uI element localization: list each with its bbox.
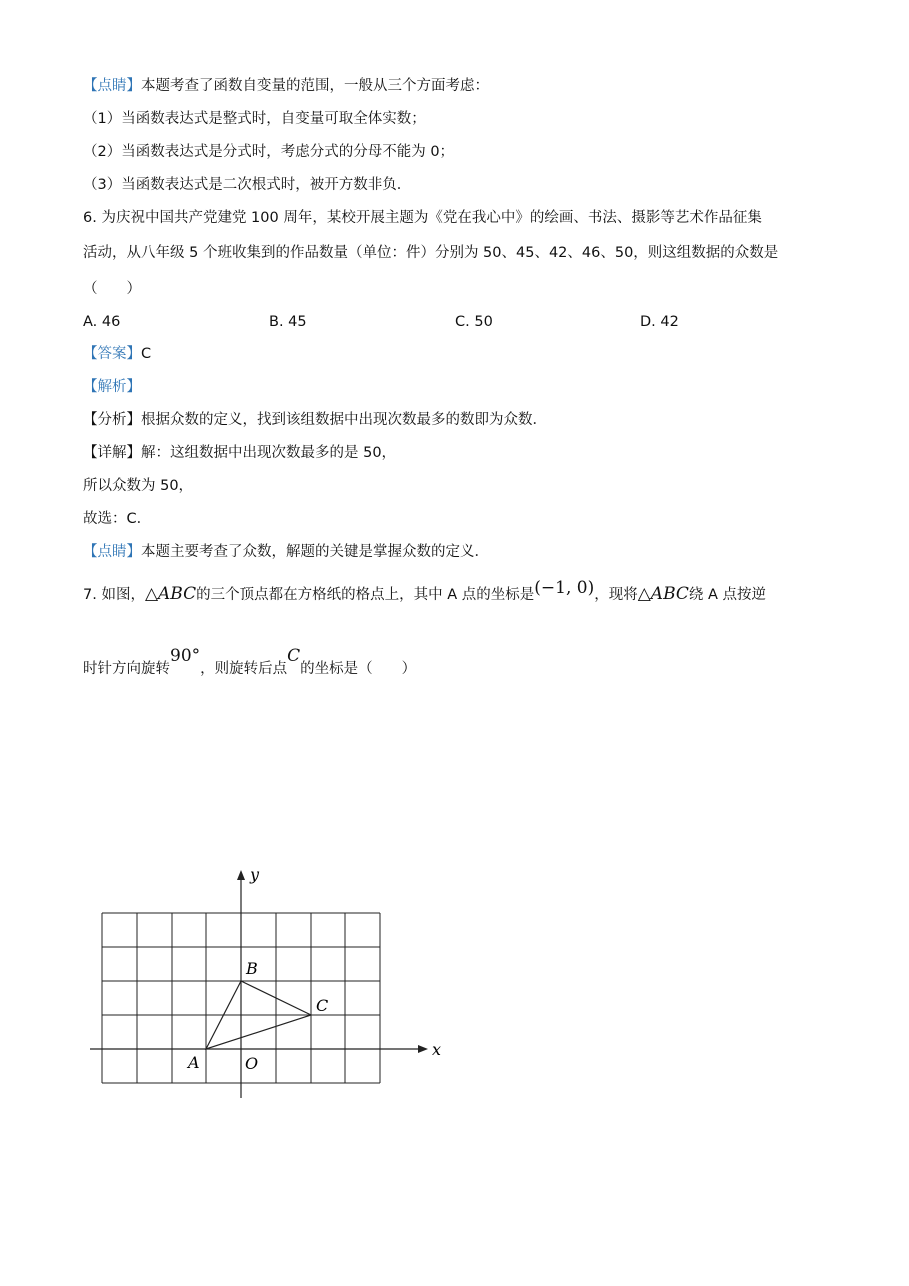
vertex-c-label: C — [316, 996, 329, 1015]
q6-paren: （ ） — [83, 281, 141, 297]
note-text: 本题考查了函数自变量的范围，一般从三个方面考虑： — [141, 78, 489, 94]
y-axis-label: y — [250, 865, 260, 884]
tag-answer: 【答案】 — [83, 346, 141, 362]
tag-xiangjie: 【详解】 — [83, 445, 141, 461]
dianjing-text: 本题主要考查了众数，解题的关键是掌握众数的定义． — [141, 544, 489, 560]
xiangjie-text: 解：这组数据中出现次数最多的是 50， — [141, 445, 397, 461]
tag-fenxi: 【分析】 — [83, 412, 141, 428]
q6-so-line: 所以众数为 50， — [83, 478, 194, 494]
tag-dianjing: 【点睛】 — [83, 544, 141, 560]
q7-text-4: 绕 A 点按逆 — [688, 587, 767, 603]
note-item-1: （1）当函数表达式是整式时，自变量可取全体实数； — [83, 111, 426, 127]
q7-text-5: 时针方向旋转 — [83, 661, 170, 677]
fenxi-text: 根据众数的定义，找到该组数据中出现次数最多的数即为众数． — [141, 412, 547, 428]
x-axis-label: x — [432, 1040, 442, 1059]
axes — [90, 870, 428, 1098]
q7-text-2: 的三个顶点都在方格纸的格点上，其中 A 点的坐标是 — [196, 587, 535, 603]
triangle-abc-2: △ABC — [637, 584, 689, 604]
q7-text-6: ，则旋转后点 — [200, 661, 288, 677]
q6-option-b: B. 45 — [269, 314, 307, 330]
tag-analysis: 【解析】 — [83, 379, 141, 395]
coordinate-a: (−1, 0) — [534, 578, 595, 598]
note-item-3: （3）当函数表达式是二次根式时，被开方数非负． — [83, 177, 412, 193]
note-item-2: （2）当函数表达式是分式时，考虑分式的分母不能为 0； — [83, 144, 455, 160]
origin-label: O — [245, 1054, 259, 1073]
angle-90: 90° — [170, 646, 201, 666]
q6-choice-line: 故选：C． — [83, 511, 152, 527]
q6-option-d: D. 42 — [640, 314, 679, 330]
tag-dianjing: 【点睛】 — [83, 78, 141, 94]
q7-text-1: 7. 如图， — [83, 587, 145, 603]
q7-text-3: ，现将 — [594, 587, 638, 603]
q6-stem-line2: 活动，从八年级 5 个班收集到的作品数量（单位：件）分别为 50、45、42、46、50，则这组数据的众数是 — [83, 245, 779, 261]
q6-stem-line1: 6. 为庆祝中国共产党建党 100 周年，某校开展主题为《党在我心中》的绘画、书法、摄影等艺术作品征集 — [83, 210, 762, 226]
x-axis-arrow — [418, 1045, 428, 1053]
q7-text-7: 的坐标是（ ） — [300, 661, 417, 677]
q6-option-a: A. 46 — [83, 314, 121, 330]
answer-value: C — [141, 346, 152, 362]
y-axis-arrow — [237, 870, 245, 880]
vertex-a-label: A — [188, 1053, 200, 1072]
q6-option-c: C. 50 — [455, 314, 493, 330]
point-c-label: C — [287, 646, 301, 666]
vertex-b-label: B — [246, 959, 258, 978]
triangle-abc-1: △ABC — [144, 584, 197, 604]
